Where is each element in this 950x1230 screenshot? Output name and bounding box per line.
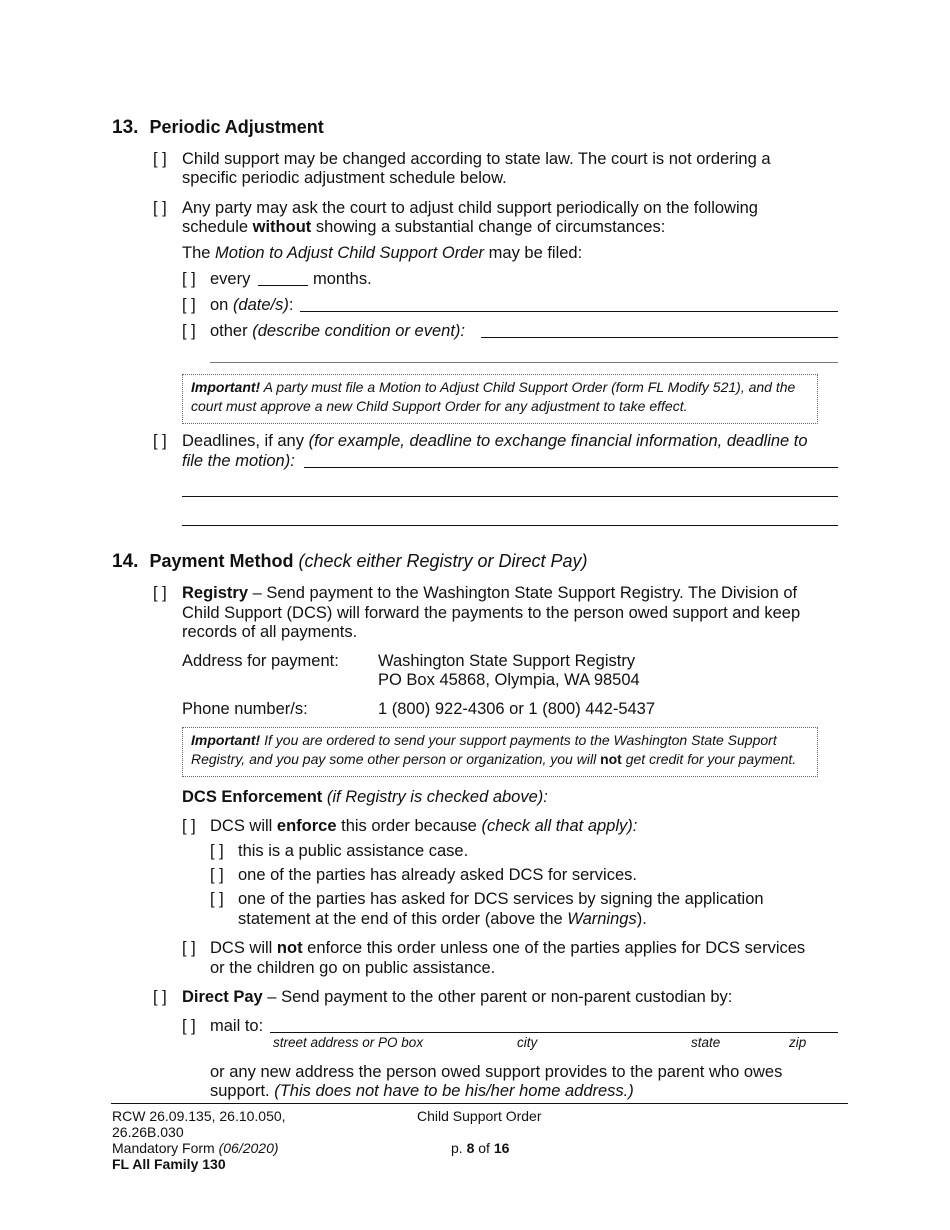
- checkbox-no-schedule[interactable]: [ ]: [153, 150, 167, 168]
- text: – Send payment to the other parent or non-parent custodian by:: [262, 988, 733, 1006]
- footer-rcw-2: 26.26B.030: [112, 1124, 184, 1140]
- checkbox-public-assistance[interactable]: [ ]: [210, 842, 224, 860]
- registry-text-3: records of all payments.: [182, 623, 358, 641]
- text: :: [288, 296, 294, 314]
- reason-already-asked: one of the parties has already asked DCS for services.: [238, 866, 637, 884]
- text-bold: DCS Enforcement: [182, 788, 323, 806]
- deadlines-field-3[interactable]: [182, 525, 838, 526]
- text: p.: [451, 1140, 467, 1156]
- checkbox-dcs-enforce[interactable]: [ ]: [182, 817, 196, 835]
- phone-value: 1 (800) 922-4306 or 1 (800) 442-5437: [378, 700, 656, 718]
- on-date-label: [210, 295, 293, 315]
- address-line-2: PO Box 45868, Olympia, WA 98504: [378, 671, 640, 689]
- dcs-enforcement-heading: [182, 787, 548, 807]
- footer-mandatory-form: [112, 1140, 279, 1156]
- address-line-1: Washington State Support Registry: [378, 652, 636, 670]
- motion-text: [182, 243, 582, 263]
- section-13-heading: [112, 116, 324, 139]
- registry-text-2: Child Support (DCS) will forward the payments to the person owed support and keep: [182, 604, 801, 622]
- other-condition-field-2[interactable]: [210, 362, 838, 363]
- mail-field-caption-zip: zip: [789, 1035, 807, 1050]
- text: The: [182, 244, 216, 262]
- mail-to-label: mail to:: [210, 1017, 264, 1035]
- text: Deadlines, if any: [182, 432, 309, 450]
- text-bold: not: [276, 939, 303, 957]
- text: other: [210, 322, 253, 340]
- direct-pay-label: Direct Pay: [182, 988, 263, 1006]
- text-bold: without: [252, 218, 312, 236]
- mail-to-field[interactable]: [270, 1032, 838, 1033]
- text: – Send payment to the Washington State Support Registry. The Division of: [248, 584, 798, 602]
- dcs-not-enforce-text-1: [210, 938, 805, 958]
- new-address-text-1: or any new address the person owed support provides to the parent who owes: [210, 1063, 783, 1081]
- no-schedule-text-2: specific periodic adjustment schedule below.: [182, 169, 507, 187]
- text: DCS will: [210, 939, 277, 957]
- no-schedule-text-1: Child support may be changed according to state law. The court is not ordering a: [182, 150, 771, 168]
- checkbox-dcs-not-enforce[interactable]: [ ]: [182, 939, 196, 957]
- checkbox-on-date[interactable]: [ ]: [182, 296, 196, 314]
- section-14-heading: [112, 550, 588, 573]
- text-italic: (if Registry is checked above):: [322, 788, 548, 806]
- important-label: Important!: [191, 379, 261, 395]
- text: Mandatory Form: [112, 1140, 219, 1156]
- section-title-note: (check either Registry or Direct Pay): [293, 551, 588, 571]
- page-total: 16: [493, 1140, 510, 1156]
- checkbox-mail-to[interactable]: [ ]: [182, 1017, 196, 1035]
- on-date-field[interactable]: [300, 311, 838, 312]
- deadlines-field-2[interactable]: [182, 496, 838, 497]
- reason-signed-application-2: [238, 909, 647, 929]
- note-text-bold: not: [600, 751, 622, 767]
- reason-public-assistance: this is a public assistance case.: [238, 842, 469, 860]
- schedule-text-2: [182, 217, 665, 237]
- deadlines-text-1: [182, 431, 808, 451]
- checkbox-every[interactable]: [ ]: [182, 270, 196, 288]
- text: of: [474, 1140, 494, 1156]
- note-text: court must approve a new Child Support Order for any adjustment to take effect.: [191, 398, 688, 414]
- mail-field-caption-state: state: [691, 1035, 721, 1050]
- note-text: get credit for your payment.: [621, 751, 797, 767]
- text-italic: Warnings: [567, 910, 637, 928]
- important-label: Important!: [191, 732, 261, 748]
- checkbox-schedule[interactable]: [ ]: [153, 199, 167, 217]
- every-months-field[interactable]: [258, 285, 308, 286]
- section-title: Periodic Adjustment: [149, 117, 324, 137]
- new-address-text-2: [210, 1081, 634, 1101]
- important-note-registry: [182, 727, 818, 777]
- schedule-text-1: Any party may ask the court to adjust child support periodically on the following: [182, 199, 758, 217]
- text: DCS will: [210, 817, 277, 835]
- text: enforce this order unless one of the parties applies for DCS services: [302, 939, 806, 957]
- checkbox-deadlines[interactable]: [ ]: [153, 432, 167, 450]
- text-italic: (This does not have to be his/her home address.): [274, 1082, 634, 1100]
- text: showing a substantial change of circumstances:: [311, 218, 666, 236]
- section-number: 14.: [112, 551, 139, 572]
- section-number: 13.: [112, 117, 139, 138]
- text: statement at the end of this order (above the: [238, 910, 568, 928]
- direct-pay-text: [182, 987, 732, 1007]
- page-current: 8: [466, 1140, 475, 1156]
- note-text: If you are ordered to send your support payments to the Washington State Support: [260, 732, 777, 748]
- text-italic: Motion to Adjust Child Support Order: [215, 244, 485, 262]
- text-italic: (date/s): [232, 296, 289, 314]
- registry-label: Registry: [182, 584, 249, 602]
- deadlines-text-2: file the motion):: [182, 452, 295, 470]
- dcs-not-enforce-text-2: or the children go on public assistance.: [210, 959, 496, 977]
- checkbox-direct-pay[interactable]: [ ]: [153, 988, 167, 1006]
- text-italic: (check all that apply):: [481, 817, 638, 835]
- mail-field-caption-city: city: [517, 1035, 538, 1050]
- mail-field-caption-street: street address or PO box: [273, 1035, 424, 1050]
- phone-label: Phone number/s:: [182, 700, 308, 718]
- text-bold: enforce: [276, 817, 337, 835]
- checkbox-other[interactable]: [ ]: [182, 322, 196, 340]
- other-condition-field[interactable]: [481, 337, 838, 338]
- text-italic: (06/2020): [218, 1140, 279, 1156]
- dcs-enforce-text: [210, 816, 637, 836]
- checkbox-registry[interactable]: [ ]: [153, 584, 167, 602]
- footer-form-id: FL All Family 130: [112, 1156, 226, 1172]
- text: on: [210, 296, 233, 314]
- deadlines-field-1[interactable]: [304, 467, 838, 468]
- text: support.: [210, 1082, 275, 1100]
- address-label: Address for payment:: [182, 652, 339, 670]
- other-label: [210, 321, 465, 341]
- note-text: Registry, and you pay some other person or organization, you will: [191, 751, 601, 767]
- every-label: every: [210, 270, 251, 288]
- checkbox-already-asked[interactable]: [ ]: [210, 866, 224, 884]
- text-italic: (for example, deadline to exchange financial information, deadline to: [308, 432, 808, 450]
- checkbox-signed-application[interactable]: [ ]: [210, 890, 224, 908]
- footer-rcw-1: RCW 26.09.135, 26.10.050,: [112, 1108, 286, 1124]
- footer-rule: [111, 1103, 848, 1104]
- section-title: Payment Method: [149, 551, 294, 571]
- note-text: A party must file a Motion to Adjust Child Support Order (form FL Modify 521), and the: [260, 379, 796, 395]
- footer-doc-title: Child Support Order: [417, 1108, 542, 1124]
- text: this order because: [336, 817, 482, 835]
- footer-page-number: [451, 1140, 509, 1156]
- important-note-adjust: [182, 374, 818, 424]
- text-italic: (describe condition or event):: [252, 322, 465, 340]
- months-label: months.: [313, 270, 372, 288]
- text: ).: [636, 910, 647, 928]
- text: schedule: [182, 218, 253, 236]
- reason-signed-application-1: one of the parties has asked for DCS services by signing the application: [238, 890, 764, 908]
- text: may be filed:: [484, 244, 583, 262]
- registry-text-1: [182, 583, 797, 603]
